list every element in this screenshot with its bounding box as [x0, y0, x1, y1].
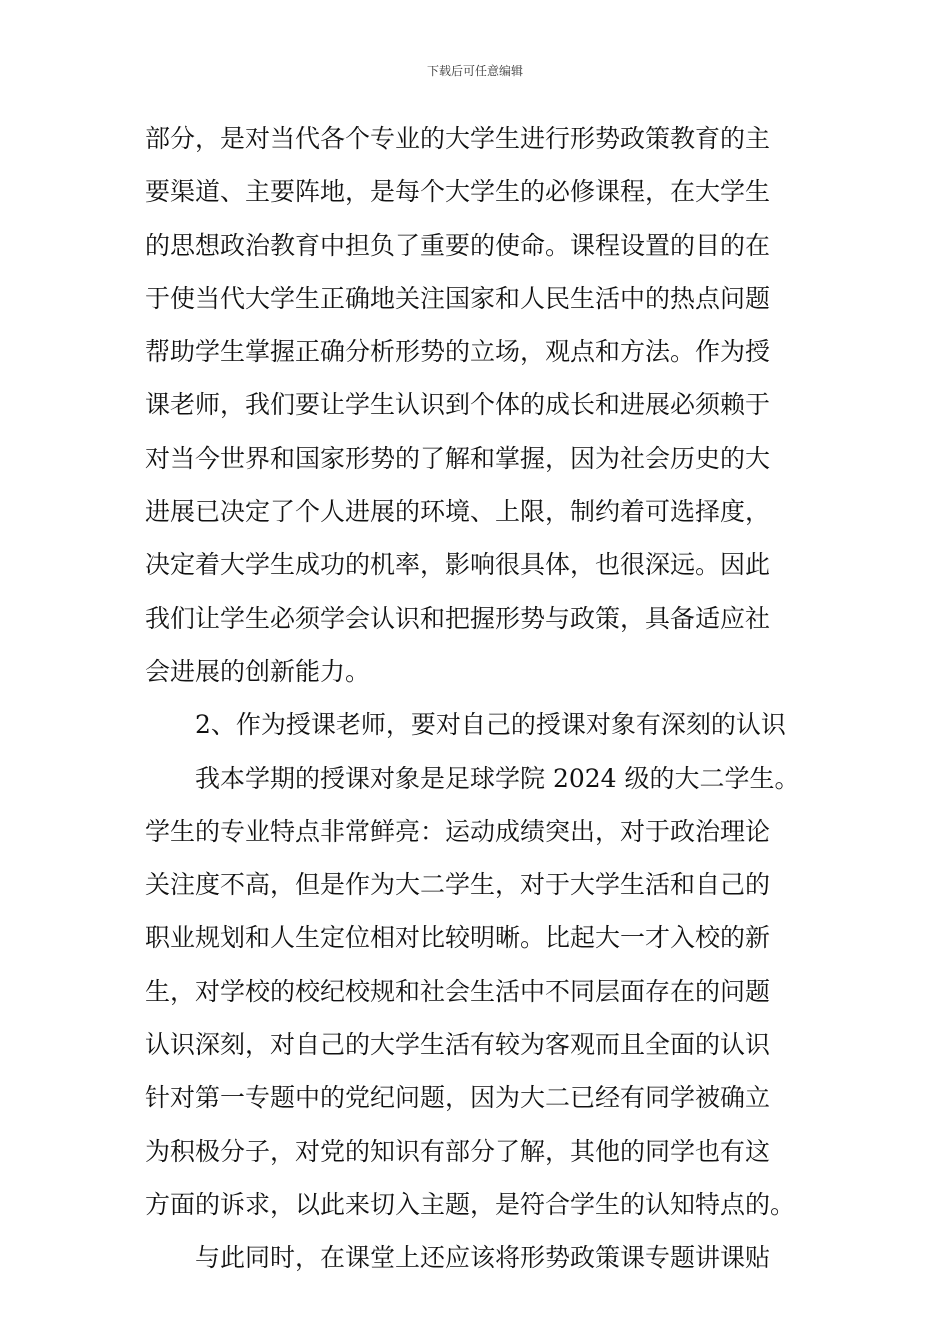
- text-line: 我们让学生必须学会认识和把握形势与政策，具备适应社: [145, 603, 771, 633]
- document-body: [145, 112, 807, 1285]
- text-line: 方面的诉求，以此来切入主题，是符合学生的认知特点的。: [145, 1189, 796, 1219]
- text-line: 要渠道、主要阵地，是每个大学生的必修课程，在大学生: [145, 177, 771, 207]
- section-heading: 2、作为授课老师，要对自己的授课对象有深刻的认识: [195, 710, 786, 740]
- text-line: 于使当代大学生正确地关注国家和人民生活中的热点问题: [145, 283, 771, 313]
- paragraph-start-line: 与此同时，在课堂上还应该将形势政策课专题讲课贴: [195, 1243, 771, 1273]
- text-line: 为积极分子，对党的知识有部分了解，其他的同学也有这: [145, 1136, 771, 1166]
- page-header: 下载后可任意编辑: [426, 64, 523, 78]
- text-line: 对当今世界和国家形势的了解和掌握，因为社会历史的大: [145, 443, 771, 473]
- text-line: 针对第一专题中的党纪问题，因为大二已经有同学被确立: [145, 1083, 771, 1113]
- text-line: 学生的专业特点非常鲜亮：运动成绩突出，对于政治理论: [145, 816, 771, 846]
- text-line: 进展已决定了个人进展的环境、上限，制约着可选择度，: [145, 497, 771, 527]
- text-line: 部分，是对当代各个专业的大学生进行形势政策教育的主: [145, 124, 771, 153]
- text-line: 课老师，我们要让学生认识到个体的成长和进展必须赖于: [145, 390, 771, 420]
- text-line: 帮助学生掌握正确分析形势的立场，观点和方法。作为授: [145, 337, 771, 367]
- text-line: 生，对学校的校纪校规和社会生活中不同层面存在的问题: [145, 976, 771, 1006]
- text-line: 认识深刻，对自己的大学生活有较为客观而且全面的认识: [145, 1030, 771, 1060]
- paragraph-start-line: 我本学期的授课对象是足球学院 2024 级的大二学生。: [195, 763, 800, 793]
- text-line: 决定着大学生成功的机率，影响很具体，也很深远。因此: [145, 550, 771, 580]
- text-line: 的思想政治教育中担负了重要的使命。课程设置的目的在: [145, 230, 771, 260]
- text-line: 职业规划和人生定位相对比较明晰。比起大一才入校的新: [145, 923, 771, 953]
- text-line: 关注度不高，但是作为大二学生，对于大学生活和自己的: [145, 870, 771, 900]
- text-line: 会进展的创新能力。: [145, 656, 371, 686]
